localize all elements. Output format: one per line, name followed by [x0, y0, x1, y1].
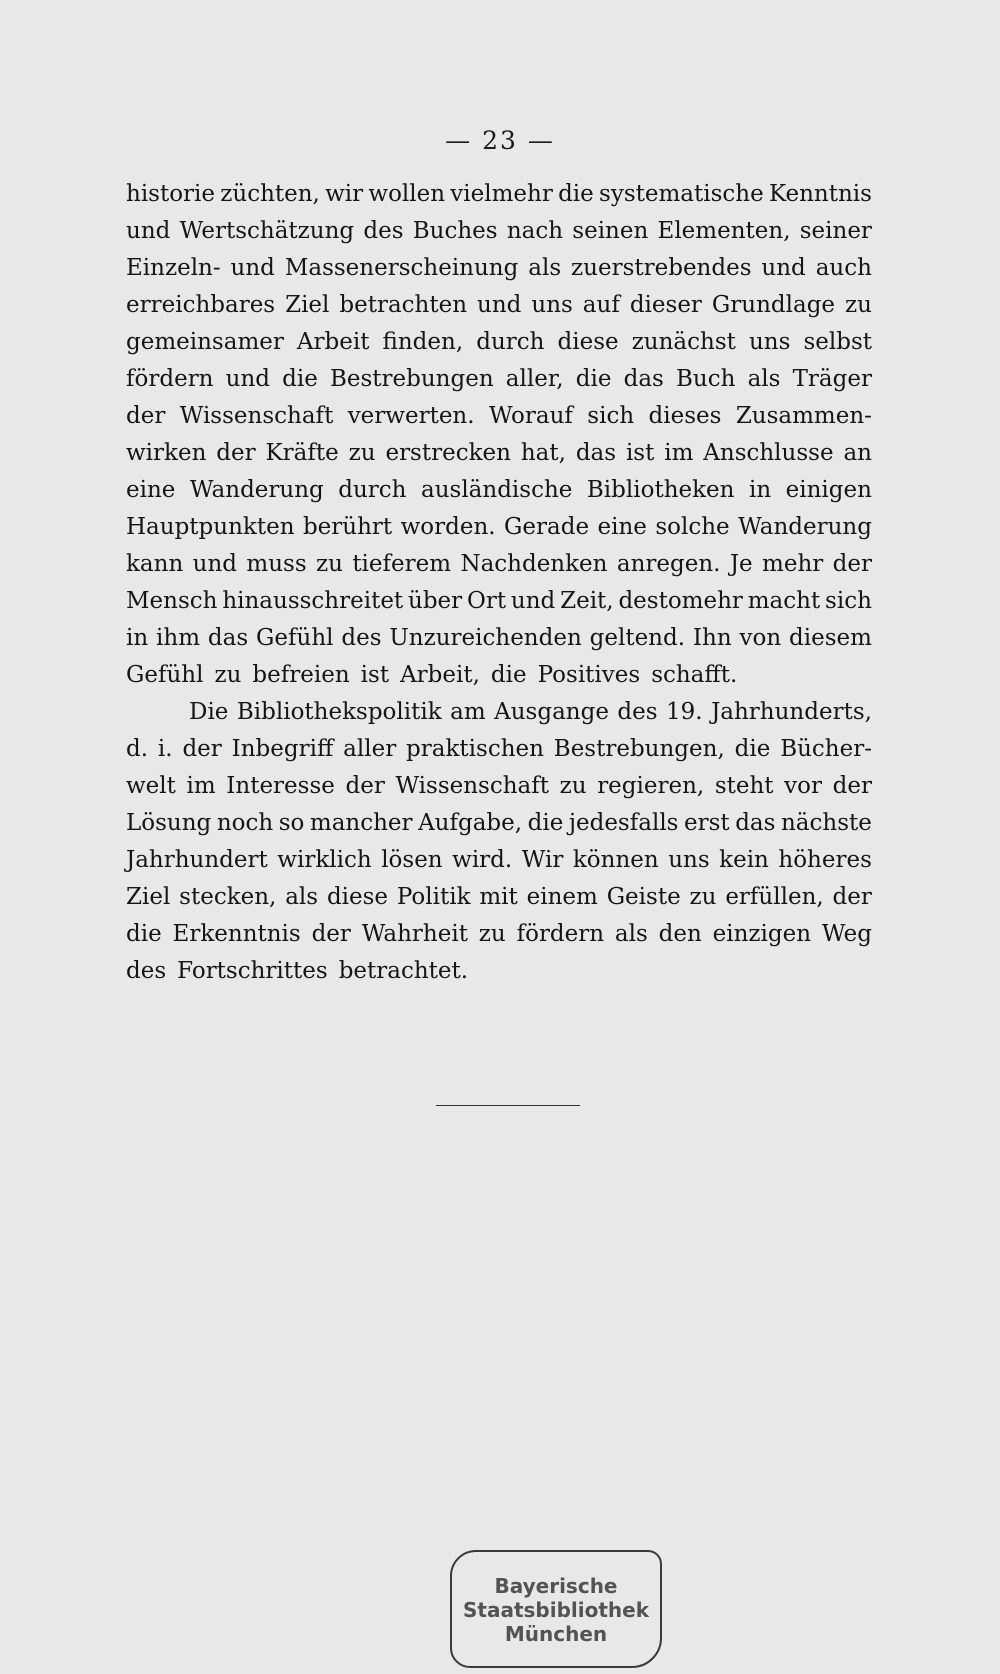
- word: Interesse: [226, 773, 335, 799]
- word: sich: [825, 588, 872, 614]
- word: wollen: [368, 181, 446, 207]
- word: Politik: [396, 884, 471, 910]
- word: Wissenschaft: [179, 403, 334, 429]
- word: befreien: [252, 662, 350, 688]
- word: Buches: [412, 218, 498, 244]
- word: die: [282, 366, 318, 392]
- word: erreichbares: [126, 292, 276, 318]
- word: und: [761, 255, 806, 281]
- word: noch: [216, 810, 274, 836]
- word: diese: [326, 884, 389, 910]
- word: Kräfte: [265, 440, 339, 466]
- word: Unzureichenden: [389, 625, 582, 651]
- word: Mensch: [126, 588, 218, 614]
- word: solche: [655, 514, 730, 540]
- word: Zusammen-: [735, 403, 872, 429]
- word: finden,: [382, 329, 464, 355]
- word: auch: [815, 255, 872, 281]
- word: Buch: [676, 366, 736, 392]
- word: Erkenntnis: [172, 921, 301, 947]
- word: Je: [729, 551, 753, 577]
- word: Grundlage: [711, 292, 836, 318]
- text-line: [126, 694, 872, 731]
- word: Anschlusse: [703, 440, 834, 466]
- word: seinen: [572, 218, 649, 244]
- word: des: [341, 625, 382, 651]
- word: nach: [506, 218, 564, 244]
- word: Gefühl: [126, 662, 204, 688]
- word: zu: [214, 662, 242, 688]
- word: Wahrheit: [361, 921, 468, 947]
- word: des: [126, 958, 167, 984]
- text-line: [126, 768, 872, 805]
- word: auf: [582, 292, 620, 318]
- word: hinausschreitet: [222, 588, 404, 614]
- text-line: [126, 176, 872, 213]
- word: ausländische: [421, 477, 573, 503]
- text-line: [126, 324, 872, 361]
- library-stamp: [450, 1550, 662, 1668]
- text-line: [126, 842, 872, 879]
- text-line: [126, 953, 872, 990]
- word: kann: [126, 551, 184, 577]
- text-line: [126, 435, 872, 472]
- word: Positives: [537, 662, 641, 688]
- word: Massenerscheinung: [284, 255, 519, 281]
- stamp-line-3: München: [504, 1622, 608, 1646]
- word: als: [285, 884, 319, 910]
- word: das: [735, 810, 776, 836]
- word: das: [575, 440, 617, 466]
- word: und: [230, 255, 275, 281]
- word: uns: [668, 847, 710, 873]
- word: an: [843, 440, 872, 466]
- word: Ziel: [126, 884, 171, 910]
- text-line: [126, 620, 872, 657]
- word: gemeinsamer: [126, 329, 284, 355]
- text-line: [126, 509, 872, 546]
- word: aller: [343, 736, 397, 762]
- word: als: [528, 255, 562, 281]
- word: fördern: [516, 921, 605, 947]
- word: geltend.: [589, 625, 686, 651]
- word: Ort: [467, 588, 507, 614]
- word: sich: [587, 403, 635, 429]
- word: Bestrebungen,: [553, 736, 725, 762]
- word: und: [477, 292, 522, 318]
- word: im: [664, 440, 694, 466]
- word: aller,: [505, 366, 564, 392]
- word: fördern: [126, 366, 214, 392]
- word: Einzeln-: [126, 255, 221, 281]
- word: 19.: [666, 699, 703, 725]
- word: einigen: [785, 477, 872, 503]
- word: Bestrebungen: [329, 366, 494, 392]
- word: wir: [325, 181, 364, 207]
- word: schafft.: [651, 662, 738, 688]
- word: hat,: [520, 440, 566, 466]
- word: zu: [478, 921, 506, 947]
- word: der: [311, 921, 351, 947]
- word: zunächst: [631, 329, 736, 355]
- word: durch: [476, 329, 545, 355]
- stamp-line-2: Staatsbibliothek: [462, 1598, 650, 1622]
- text-line: [126, 583, 872, 620]
- word: erst: [684, 810, 730, 836]
- word: so: [278, 810, 305, 836]
- word: Wanderung: [738, 514, 872, 540]
- word: des: [617, 699, 658, 725]
- word: und: [192, 551, 238, 577]
- word: die: [490, 662, 527, 688]
- section-divider: [436, 1105, 580, 1106]
- word: d.: [126, 736, 149, 762]
- word: einem: [526, 884, 598, 910]
- word: können: [572, 847, 659, 873]
- word: selbst: [803, 329, 872, 355]
- word: züchten,: [220, 181, 320, 207]
- word: zu: [845, 292, 872, 318]
- word: Zeit,: [560, 588, 614, 614]
- word: erfüllen,: [725, 884, 824, 910]
- word: Arbeit,: [400, 662, 480, 688]
- word: Wertschätzung: [179, 218, 355, 244]
- word: als: [614, 921, 648, 947]
- word: der: [832, 773, 872, 799]
- word: die: [575, 366, 612, 392]
- word: Geiste: [606, 884, 681, 910]
- word: als: [747, 366, 781, 392]
- word: Träger: [792, 366, 872, 392]
- word: mancher: [309, 810, 413, 836]
- text-line: [126, 546, 872, 583]
- word: macht: [747, 588, 821, 614]
- text-line: [126, 472, 872, 509]
- word: das: [623, 366, 664, 392]
- word: den: [658, 921, 702, 947]
- word: dieser: [629, 292, 702, 318]
- word: steht: [714, 773, 774, 799]
- word: dieses: [648, 403, 722, 429]
- word: der: [216, 440, 256, 466]
- word: eine: [126, 477, 176, 503]
- word: Lösung: [126, 810, 212, 836]
- word: tieferem: [352, 551, 452, 577]
- word: mehr: [762, 551, 824, 577]
- word: wirklich: [277, 847, 372, 873]
- word: Nachdenken: [460, 551, 608, 577]
- word: Inbegriff: [231, 736, 334, 762]
- word: von: [739, 625, 782, 651]
- word: Die: [189, 699, 229, 725]
- word: kein: [719, 847, 769, 873]
- word: einzigen: [712, 921, 812, 947]
- page-number: — 23 —: [445, 126, 555, 155]
- text-line: [126, 916, 872, 953]
- word: Aufgabe,: [418, 810, 523, 836]
- word: die: [734, 736, 771, 762]
- word: berührt: [302, 514, 393, 540]
- word: vielmehr: [450, 181, 553, 207]
- word: betrachtet.: [338, 958, 469, 984]
- word: wird.: [452, 847, 513, 873]
- word: zu: [348, 440, 376, 466]
- word: muss: [246, 551, 307, 577]
- word: jedesfalls: [568, 810, 679, 836]
- text-line: [126, 657, 872, 694]
- stamp-line-1: Bayerische: [494, 1574, 618, 1598]
- word: und: [510, 588, 556, 614]
- text-line: [126, 213, 872, 250]
- word: Gefühl: [256, 625, 334, 651]
- word: vor: [784, 773, 822, 799]
- word: Worauf: [488, 403, 573, 429]
- word: uns: [531, 292, 573, 318]
- word: Ihn: [692, 625, 732, 651]
- word: ist: [625, 440, 655, 466]
- word: wirken: [126, 440, 207, 466]
- word: Kenntnis: [768, 181, 872, 207]
- word: lösen: [381, 847, 443, 873]
- word: Jahrhunderts,: [711, 699, 872, 725]
- text-line: [126, 879, 872, 916]
- word: Ziel: [285, 292, 330, 318]
- word: der: [832, 884, 872, 910]
- word: verwerten.: [347, 403, 475, 429]
- text-line: [126, 731, 872, 768]
- word: die: [558, 181, 594, 207]
- word: Wanderung: [189, 477, 324, 503]
- text-line: [126, 250, 872, 287]
- word: höheres: [778, 847, 872, 873]
- word: Ausgange: [494, 699, 609, 725]
- word: Arbeit: [296, 329, 370, 355]
- word: seiner: [799, 218, 872, 244]
- word: Wissenschaft: [395, 773, 550, 799]
- word: anregen.: [616, 551, 721, 577]
- word: praktischen: [406, 736, 544, 762]
- word: und: [126, 218, 171, 244]
- word: der: [832, 551, 872, 577]
- word: im: [186, 773, 216, 799]
- word: in: [748, 477, 772, 503]
- text-line: [126, 805, 872, 842]
- word: uns: [748, 329, 791, 355]
- word: regieren,: [597, 773, 705, 799]
- word: mit: [479, 884, 518, 910]
- word: die: [126, 921, 162, 947]
- word: zu: [689, 884, 717, 910]
- word: der: [345, 773, 385, 799]
- word: erstrecken: [385, 440, 511, 466]
- word: die: [527, 810, 564, 836]
- word: zu: [559, 773, 587, 799]
- word: systematische: [599, 181, 764, 207]
- word: in: [126, 625, 149, 651]
- word: Bibliothekspolitik: [236, 699, 442, 725]
- word: das: [207, 625, 249, 651]
- word: i.: [157, 736, 173, 762]
- word: durch: [338, 477, 407, 503]
- word: Weg: [821, 921, 872, 947]
- word: betrachten: [339, 292, 468, 318]
- body-text: [126, 176, 872, 990]
- word: zuerstrebendes: [571, 255, 752, 281]
- word: Jahrhundert: [126, 847, 268, 873]
- word: eine: [597, 514, 647, 540]
- text-line: [126, 287, 872, 324]
- text-line: [126, 398, 872, 435]
- word: und: [225, 366, 270, 392]
- word: stecken,: [179, 884, 277, 910]
- text-line: [126, 361, 872, 398]
- word: ihm: [156, 625, 201, 651]
- word: Gerade: [504, 514, 590, 540]
- word: Bibliotheken: [586, 477, 735, 503]
- word: der: [182, 736, 222, 762]
- word: am: [450, 699, 486, 725]
- word: Elementen,: [657, 218, 791, 244]
- word: welt: [126, 773, 176, 799]
- word: diesem: [789, 625, 872, 651]
- word: diese: [557, 329, 619, 355]
- word: Fortschrittes: [177, 958, 328, 984]
- word: nächste: [780, 810, 872, 836]
- word: des: [363, 218, 404, 244]
- word: destomehr: [618, 588, 743, 614]
- word: historie: [126, 181, 216, 207]
- word: ist: [360, 662, 390, 688]
- word: über: [408, 588, 463, 614]
- word: worden.: [400, 514, 496, 540]
- word: der: [126, 403, 166, 429]
- word: Bücher-: [780, 736, 872, 762]
- word: Wir: [521, 847, 564, 873]
- word: Hauptpunkten: [126, 514, 295, 540]
- word: zu: [316, 551, 343, 577]
